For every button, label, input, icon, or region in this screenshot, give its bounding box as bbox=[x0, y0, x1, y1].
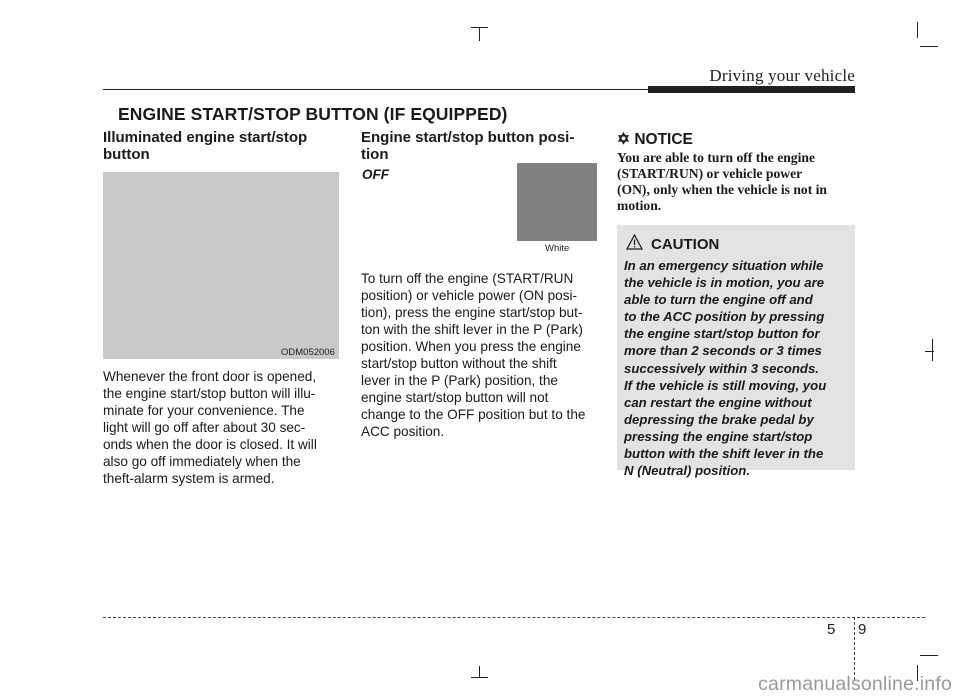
middle-heading bbox=[361, 129, 597, 163]
header-rule bbox=[103, 89, 648, 90]
text-line: motion. bbox=[617, 198, 662, 213]
text-line: ACC position. bbox=[361, 424, 445, 439]
watermark: carmanualsonline.info bbox=[758, 673, 952, 695]
crop-mark-bottom-h bbox=[471, 677, 488, 678]
middle-paragraph bbox=[361, 270, 597, 440]
crop-mark-topright-v bbox=[917, 22, 918, 38]
warning-triangle-icon bbox=[626, 234, 643, 255]
text-line: N (Neutral) position. bbox=[624, 463, 751, 479]
caution-body bbox=[624, 257, 849, 479]
text-line: start/stop button without the shift bbox=[361, 356, 557, 371]
text-line: engine start/stop button will not bbox=[361, 390, 549, 405]
illustration-placeholder bbox=[103, 172, 339, 359]
notice-title bbox=[617, 130, 693, 149]
crop-mark-bottom-v bbox=[479, 666, 480, 677]
footer-divider bbox=[854, 617, 855, 680]
left-column bbox=[103, 129, 339, 163]
text-line: To turn off the engine (START/RUN bbox=[361, 271, 574, 286]
left-heading: Illuminated engine start/stop button bbox=[103, 129, 308, 163]
off-label: OFF bbox=[362, 167, 389, 182]
text-line: pressing the engine start/stop bbox=[624, 428, 813, 444]
text-line: depressing the brake pedal by bbox=[624, 411, 814, 427]
text-line: If the vehicle is still moving, you bbox=[624, 377, 827, 393]
cross-star-icon: ✡ bbox=[617, 131, 630, 148]
text-line: light will go off after about 30 sec- bbox=[103, 420, 306, 435]
text-line: successively within 3 seconds. bbox=[624, 360, 819, 376]
text-line: position) or vehicle power (ON posi- bbox=[361, 288, 578, 303]
text-line: to the ACC position by pressing bbox=[624, 309, 825, 325]
heading-line: tion bbox=[361, 146, 389, 163]
page-number: 9 bbox=[858, 621, 867, 638]
crop-mark-right-v bbox=[932, 339, 933, 361]
text-line: the vehicle is in motion, you are bbox=[624, 275, 825, 291]
text-line: can restart the engine without bbox=[624, 394, 812, 410]
footer-rule bbox=[103, 617, 925, 618]
text-line: lever in the P (Park) position, the bbox=[361, 373, 558, 388]
indicator-label: White bbox=[545, 243, 570, 254]
text-line: In an emergency situation while bbox=[624, 258, 824, 273]
text-line: button with the shift lever in the bbox=[624, 446, 824, 462]
crop-mark-right-h bbox=[925, 351, 934, 352]
indicator-swatch bbox=[517, 163, 597, 241]
chapter-title: Driving your vehicle bbox=[709, 66, 855, 85]
text-line: more than 2 seconds or 3 times bbox=[624, 343, 822, 359]
left-paragraph bbox=[103, 368, 339, 487]
text-line: able to turn the engine off and bbox=[624, 292, 813, 308]
crop-mark-bottomright-h bbox=[920, 655, 938, 656]
crop-mark-topright-h bbox=[920, 46, 938, 47]
image-code: ODM052006 bbox=[281, 347, 335, 358]
text-line: change to the OFF position but to the bbox=[361, 407, 586, 422]
page-chapter: 5 bbox=[827, 621, 836, 638]
caution-title: CAUTION bbox=[651, 236, 720, 253]
text-line: Whenever the front door is opened, bbox=[103, 369, 317, 384]
text-line: the engine start/stop button for bbox=[624, 326, 820, 342]
text-line: theft-alarm system is armed. bbox=[103, 471, 275, 486]
text-line: also go off immediately when the bbox=[103, 454, 301, 469]
text-line: (ON), only when the vehicle is not in bbox=[617, 182, 827, 197]
text-line: You are able to turn off the engine bbox=[617, 150, 815, 165]
section-title: ENGINE START/STOP BUTTON (IF EQUIPPED) bbox=[118, 104, 508, 124]
text-line: position. When you press the engine bbox=[361, 339, 581, 354]
text-line: onds when the door is closed. It will bbox=[103, 437, 317, 452]
text-line: ton with the shift lever in the P (Park) bbox=[361, 322, 583, 337]
text-line: tion), press the engine start/stop but- bbox=[361, 305, 583, 320]
notice-title-text: NOTICE bbox=[634, 131, 693, 148]
text-line: (START/RUN) or vehicle power bbox=[617, 166, 803, 181]
text-line: the engine start/stop button will illu- bbox=[103, 386, 316, 401]
heading-line: Engine start/stop button posi- bbox=[361, 129, 575, 146]
text-line: minate for your convenience. The bbox=[103, 403, 305, 418]
header-rule-bar bbox=[648, 86, 855, 93]
notice-body bbox=[617, 150, 855, 214]
crop-mark-top-v bbox=[479, 27, 480, 41]
